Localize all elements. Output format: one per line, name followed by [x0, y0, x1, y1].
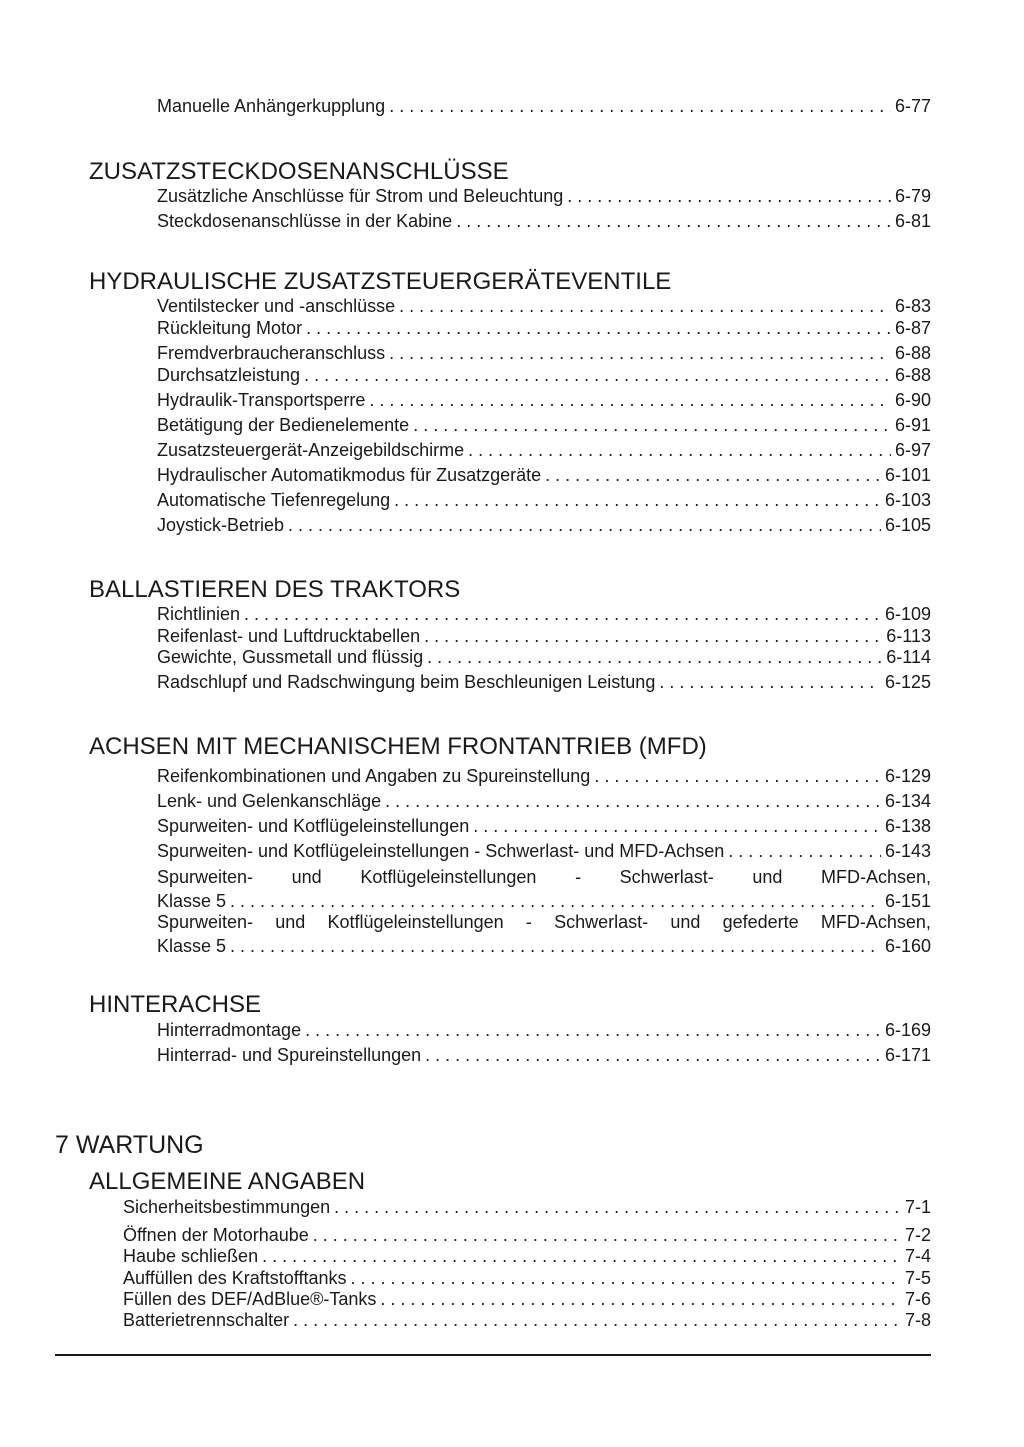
toc-entry-title: Batterietrennschalter	[123, 1310, 290, 1330]
toc-entry	[157, 815, 931, 837]
toc-entry-page: 6-91	[894, 415, 931, 435]
toc-entry-page: 6-143	[884, 841, 931, 861]
toc-entry-page: 6-103	[884, 490, 931, 510]
toc-entry-page: 6-129	[884, 766, 931, 786]
toc-entry-title: Automatische Tiefenregelung	[157, 490, 391, 510]
toc-entry	[157, 1019, 931, 1041]
toc-entry	[123, 1196, 931, 1218]
toc-entry	[123, 1288, 931, 1310]
toc-entry-title: Spurweiten- und Kotflügeleinstellungen - Schwerlast- und MFD-Achsen	[157, 841, 725, 861]
toc-entry	[157, 489, 931, 511]
toc-entry	[157, 464, 931, 486]
dot-leader	[334, 1196, 901, 1218]
toc-entry-page: 6-88	[894, 343, 931, 363]
toc-entry-page: 6-109	[884, 604, 931, 624]
toc-entry-page: 6-125	[884, 672, 931, 692]
dot-leader	[389, 95, 891, 117]
toc-entry	[157, 514, 931, 536]
toc-entry-title: Klasse 5	[157, 936, 227, 956]
toc-entry-page: 6-90	[894, 390, 931, 410]
dot-leader	[456, 210, 891, 232]
toc-entry-page: 6-113	[886, 626, 931, 646]
section-heading: ACHSEN MIT MECHANISCHEM FRONTANTRIEB (MFD)	[89, 733, 707, 760]
dot-leader	[262, 1245, 901, 1267]
chapter-heading: 7 WARTUNG	[55, 1131, 204, 1159]
toc-entry-title: Hydraulik-Transportsperre	[157, 390, 366, 410]
toc-entry	[123, 1224, 931, 1246]
toc-entry-title: Reifenlast- und Luftdrucktabellen	[157, 626, 421, 646]
toc-entry-title: Richtlinien	[157, 604, 241, 624]
toc-entry-page: 7-2	[904, 1225, 931, 1245]
toc-entry-page: 6-151	[884, 891, 931, 911]
toc-entry-title: Füllen des DEF/AdBlue®-Tanks	[123, 1289, 377, 1309]
toc-entry-word: -	[525, 912, 532, 932]
toc-entry-word: Schwerlast-	[554, 912, 649, 932]
toc-entry-title: Zusätzliche Anschlüsse für Strom und Beleuchtung	[157, 186, 564, 206]
toc-entry-page: 7-5	[904, 1268, 931, 1288]
dot-leader	[305, 1019, 881, 1041]
toc-entry	[157, 790, 931, 812]
dot-leader	[468, 439, 891, 461]
toc-entry	[157, 671, 931, 693]
dot-leader	[594, 765, 881, 787]
toc-entry-page: 7-4	[904, 1246, 931, 1266]
toc-entry-word: Kotflügeleinstellungen	[327, 912, 504, 932]
toc-entry-page: 6-105	[884, 515, 931, 535]
toc-entry-page: 6-83	[894, 296, 931, 316]
toc-entry	[157, 95, 931, 117]
toc-entry	[123, 1245, 931, 1267]
toc-entry-title: Radschlupf und Radschwingung beim Beschleunigen Leistung	[157, 672, 656, 692]
toc-entry-title: Hinterrad- und Spureinstellungen	[157, 1045, 422, 1065]
toc-entry	[123, 1267, 931, 1289]
footer-rule	[55, 1354, 931, 1356]
toc-entry-page: 7-1	[904, 1197, 931, 1217]
toc-entry-page: 6-169	[884, 1020, 931, 1040]
toc-entry-title: Manuelle Anhängerkupplung	[157, 96, 386, 116]
toc-entry-word: Spurweiten-	[157, 912, 254, 932]
toc-entry-page: 7-6	[904, 1289, 931, 1309]
section-heading: BALLASTIEREN DES TRAKTORS	[89, 576, 461, 603]
dot-leader	[425, 1044, 881, 1066]
toc-entry-word: gefederte	[722, 912, 799, 932]
toc-entry-title: Sicherheitsbestimmungen	[123, 1197, 331, 1217]
toc-entry-page: 6-88	[894, 365, 931, 385]
toc-entry	[157, 625, 931, 647]
dot-leader	[230, 890, 881, 912]
dot-leader	[427, 646, 882, 668]
section-heading: ALLGEMEINE ANGABEN	[89, 1168, 366, 1195]
toc-entry-title: Auffüllen des Kraftstofftanks	[123, 1268, 347, 1288]
toc-entry-word: und	[291, 867, 322, 887]
toc-entry-word: Spurweiten-	[157, 867, 254, 887]
toc-entry-page: 7-8	[904, 1310, 931, 1330]
dot-leader	[394, 489, 881, 511]
dot-leader	[369, 389, 891, 411]
toc-entry-word: MFD-Achsen,	[820, 912, 931, 932]
toc-entry-title: Reifenkombinationen und Angaben zu Spureinstellung	[157, 766, 591, 786]
dot-leader	[288, 514, 881, 536]
dot-leader	[413, 414, 891, 436]
toc-entry-title: Gewichte, Gussmetall und flüssig	[157, 647, 424, 667]
toc-entry	[157, 342, 931, 364]
toc-entry-title: Klasse 5	[157, 891, 227, 911]
toc-entry-title: Durchsatzleistung	[157, 365, 301, 385]
toc-entry-word: und	[275, 912, 306, 932]
toc-entry	[157, 414, 931, 436]
dot-leader	[424, 625, 882, 647]
toc-entry-title: Lenk- und Gelenkanschläge	[157, 791, 382, 811]
toc-entry-word: Kotflügeleinstellungen	[360, 867, 537, 887]
dot-leader	[659, 671, 881, 693]
toc-entry	[123, 1309, 931, 1331]
toc-entry-wrapped-line	[157, 911, 931, 933]
toc-entry-title: Öffnen der Motorhaube	[123, 1225, 309, 1245]
toc-entry-title: Zusatzsteuergerät-Anzeigebildschirme	[157, 440, 465, 460]
toc-entry-title: Spurweiten- und Kotflügeleinstellungen	[157, 816, 470, 836]
toc-entry-page: 6-134	[884, 791, 931, 811]
section-heading: ZUSATZSTECKDOSENANSCHLÜSSE	[89, 158, 509, 185]
toc-entry	[157, 646, 931, 668]
toc-entry	[157, 185, 931, 207]
dot-leader	[728, 840, 881, 862]
section-heading: HYDRAULISCHE ZUSATZSTEUERGERÄTEVENTILE	[89, 268, 672, 295]
toc-entry-word: -	[575, 867, 582, 887]
toc-entry-word: Schwerlast-	[619, 867, 714, 887]
dot-leader	[380, 1288, 901, 1310]
toc-entry	[157, 603, 931, 625]
toc-entry-page: 6-160	[884, 936, 931, 956]
toc-entry	[157, 765, 931, 787]
toc-entry-page: 6-114	[886, 647, 931, 667]
toc-entry	[157, 935, 931, 957]
toc-entry-title: Haube schließen	[123, 1246, 259, 1266]
toc-entry	[157, 439, 931, 461]
toc-entry-title: Steckdosenanschlüsse in der Kabine	[157, 211, 453, 231]
dot-leader	[306, 317, 891, 339]
toc-entry-page: 6-87	[894, 318, 931, 338]
toc-entry-title: Ventilstecker und -anschlüsse	[157, 296, 396, 316]
toc-entry-title: Hinterradmontage	[157, 1020, 302, 1040]
dot-leader	[350, 1267, 901, 1289]
toc-entry-title: Hydraulischer Automatikmodus für Zusatzgeräte	[157, 465, 542, 485]
toc-entry-page: 6-77	[894, 96, 931, 116]
dot-leader	[399, 295, 891, 317]
toc-entry	[157, 890, 931, 912]
toc-entry-word: und	[752, 867, 783, 887]
toc-entry	[157, 364, 931, 386]
toc-entry-title: Fremdverbraucheranschluss	[157, 343, 386, 363]
dot-leader	[385, 790, 881, 812]
toc-entry	[157, 840, 931, 862]
toc-entry-page: 6-138	[884, 816, 931, 836]
dot-leader	[293, 1309, 901, 1331]
toc-entry	[157, 210, 931, 232]
toc-entry-page: 6-171	[884, 1045, 931, 1065]
dot-leader	[473, 815, 881, 837]
toc-entry	[157, 389, 931, 411]
dot-leader	[313, 1224, 901, 1246]
dot-leader	[545, 464, 881, 486]
dot-leader	[567, 185, 891, 207]
toc-entry-word: und	[670, 912, 701, 932]
toc-entry-title: Betätigung der Bedienelemente	[157, 415, 410, 435]
dot-leader	[230, 935, 881, 957]
toc-entry-wrapped-line	[157, 866, 931, 888]
toc-entry-title: Rückleitung Motor	[157, 318, 303, 338]
toc-entry-title: Joystick-Betrieb	[157, 515, 285, 535]
dot-leader	[304, 364, 891, 386]
toc-entry-page: 6-101	[884, 465, 931, 485]
section-heading: HINTERACHSE	[89, 991, 262, 1018]
toc-entry-page: 6-81	[894, 211, 931, 231]
toc-entry-page: 6-97	[894, 440, 931, 460]
toc-entry	[157, 317, 931, 339]
toc-entry-word: MFD-Achsen,	[820, 867, 931, 887]
toc-entry	[157, 295, 931, 317]
dot-leader	[244, 603, 881, 625]
dot-leader	[389, 342, 891, 364]
toc-entry-page: 6-79	[894, 186, 931, 206]
toc-entry	[157, 1044, 931, 1066]
